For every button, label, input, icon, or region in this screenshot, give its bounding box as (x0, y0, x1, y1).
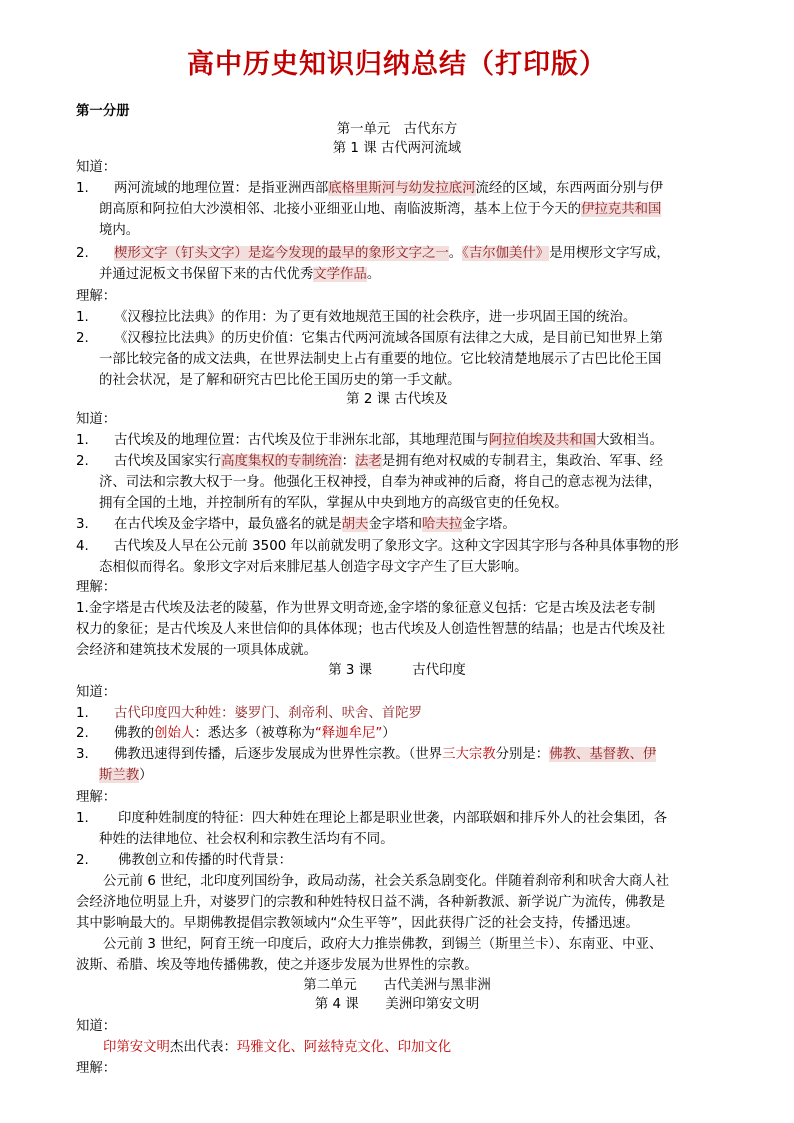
list-number: 2. (76, 331, 89, 346)
understand-label: 理解： (76, 289, 117, 304)
list-item-continuation: 的社会状况，是了解和研究古巴比伦王国历史的第一手文献。 (99, 373, 461, 388)
list-number: 3. (76, 517, 89, 532)
list-item: 在古代埃及金字塔中，最负盛名的就是胡夫金字塔和哈夫拉金字塔。 (114, 517, 516, 532)
paragraph-line: 公元前 6 世纪，北印度列国纷争，政局动荡，社会关系急剧变化。伴随着刹帝利和吠舍大商人社 (103, 874, 670, 889)
lesson-heading-3: 第 3 课 古代印度 (328, 663, 466, 678)
know-label: 知道： (76, 1019, 117, 1034)
paragraph-line: 会经济地位明显上升，对婆罗门的宗教和种姓特权日益不满，各种新教派、新学说广为流传，佛教是 (76, 895, 666, 910)
paragraph-line: 权力的象征；是古代埃及人来世信仰的具体体现；也古代埃及人创造性智慧的结晶；也是古代埃及社 (76, 622, 666, 637)
paragraph-line: 会经济和建筑技术发展的一项具体成就。 (76, 643, 318, 658)
list-item: 楔形文字（钉头文字）是迄今发现的最早的象形文字之一。《吉尔伽美什》是用楔形文字写成， (114, 246, 670, 261)
list-item-continuation: 拥有全国的土地，并控制所有的军队，掌握从中央到地方的高级官吏的任免权。 (99, 496, 568, 511)
know-label: 知道： (76, 412, 117, 427)
list-number: 2. (76, 454, 89, 469)
list-item: 《汉穆拉比法典》的历史价值：它集古代两河流域各国原有法律之大成，是目前已知世界上第 (114, 331, 664, 346)
list-item-continuation: 境内。 (99, 223, 140, 238)
know-label: 知道： (76, 160, 117, 175)
paragraph-line: 公元前 3 世纪，阿育王统一印度后，政府大力推崇佛教，到锡兰（斯里兰卡）、东南亚、中亚、 (103, 937, 663, 952)
list-item-continuation: 朗高原和阿拉伯大沙漠相邻、北接小亚细亚山地、南临波斯湾，基本上位于今天的伊拉克共和国 (99, 202, 662, 217)
list-number: 1. (76, 811, 89, 826)
lesson-heading-4: 第 4 课 美洲印第安文明 (314, 997, 480, 1012)
understand-label: 理解： (76, 1061, 117, 1076)
list-item: 佛教创立和传播的时代背景： (118, 853, 293, 868)
list-number: 1. (76, 706, 89, 721)
list-item-continuation: 济、司法和宗教大权于一身。他强化王权神授，自奉为神或神的后裔，将自己的意志视为法律， (99, 475, 662, 490)
list-number: 4. (76, 539, 89, 554)
paragraph-line: 其中影响最大的。早期佛教提倡宗教领域内“众生平等”，因此获得广泛的社会支持，传播迅速。 (76, 916, 639, 931)
list-item: 佛教的创始人：悉达多（被尊称为“释迦牟尼”） (114, 726, 396, 741)
volume-heading: 第一分册 (76, 104, 130, 119)
list-item: 佛教迅速得到传播，后逐步发展成为世界性宗教。（世界三大宗教分别是：佛教、基督教、伊 (114, 747, 657, 762)
list-item: 古代埃及的地理位置：古代埃及位于非洲东北部，其地理范围与阿拉伯埃及共和国大致相当。 (114, 433, 664, 448)
list-item: 古代埃及国家实行高度集权的专制统治：法老是拥有绝对权威的专制君主，集政治、军事、经 (114, 454, 664, 469)
list-number: 1. (76, 433, 89, 448)
list-item: 《汉穆拉比法典》的作用：为了更有效地规范王国的社会秩序，进一步巩固王国的统治。 (114, 310, 637, 325)
list-number: 2. (76, 246, 89, 261)
list-item-continuation: 一部比较完备的成文法典，在世界法制史上占有重要的地位。它比较清楚地展示了古巴比伦王国 (99, 352, 662, 367)
understand-label: 理解： (76, 580, 117, 595)
list-number: 2. (76, 853, 89, 868)
list-number: 2. (76, 726, 89, 741)
list-item-continuation: 并通过泥板文书保留下来的古代优秀文学作品。 (99, 267, 381, 282)
list-item: 印度种姓制度的特征：四大种姓在理论上都是职业世袭，内部联姻和排斥外人的社会集团，各 (118, 811, 668, 826)
list-item-continuation: 种姓的法律地位、社会权利和宗教生活均有不同。 (99, 832, 394, 847)
list-number: 1. (76, 181, 89, 196)
paragraph-line: 1.金字塔是古代埃及法老的陵墓，作为世界文明奇迹,金字塔的象征意义包括：它是古埃及法老专制 (76, 601, 656, 616)
lesson-heading-1: 第 1 课 古代两河流域 (332, 141, 462, 156)
understand-label: 理解： (76, 790, 117, 805)
list-item: 印第安文明杰出代表：玛雅文化、阿兹特克文化、印加文化 (103, 1040, 452, 1055)
document-title: 高中历史知识归纳总结（打印版） (187, 49, 607, 80)
unit-heading-2: 第二单元 古代美洲与黑非洲 (303, 978, 491, 993)
know-label: 知道： (76, 685, 117, 700)
list-number: 1. (76, 310, 89, 325)
list-item-continuation: 态相似而得名。象形文字对后来腓尼基人创造字母文字产生了巨大影响。 (99, 560, 528, 575)
list-item: 两河流域的地理位置：是指亚洲西部底格里斯河与幼发拉底河流经的区域，东西两面分别与伊 (114, 181, 664, 196)
list-item: 古代埃及人早在公元前 3500 年以前就发明了象形文字。这种文字因其字形与各种具体事物的形 (114, 539, 679, 554)
paragraph-line: 波斯、希腊、埃及等地传播佛教，使之并逐步发展为世界性的宗教。 (76, 958, 478, 973)
unit-heading-1: 第一单元 古代东方 (336, 122, 458, 137)
lesson-heading-2: 第 2 课 古代埃及 (346, 392, 448, 407)
list-item: 古代印度四大种姓：婆罗门、刹帝利、吠舍、首陀罗 (114, 706, 422, 721)
list-number: 3. (76, 747, 89, 762)
list-item-continuation: 斯兰教） (99, 768, 153, 783)
